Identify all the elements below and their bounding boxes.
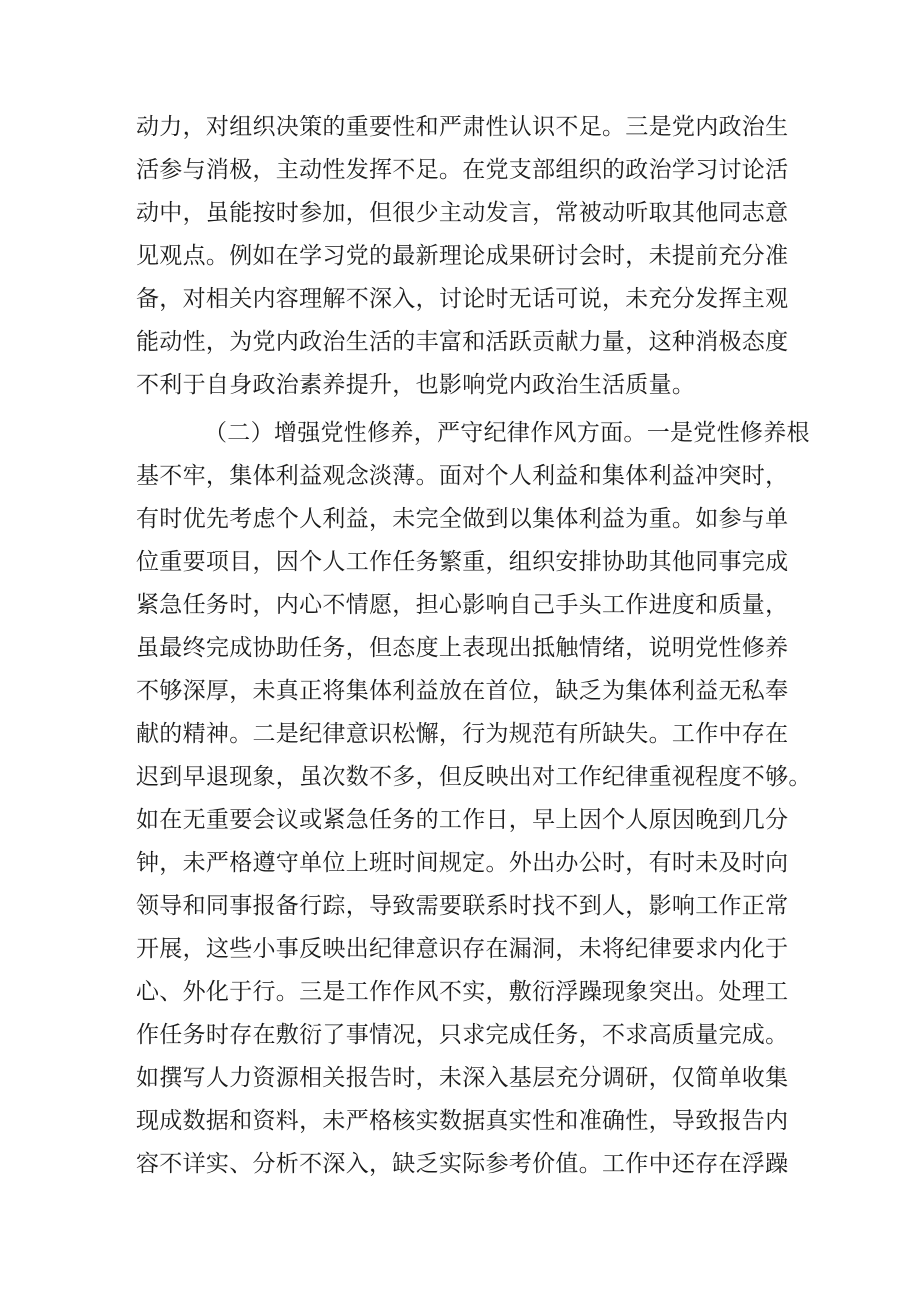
- text-line: 作任务时存在敷衍了事情况，只求完成任务，不求高质量完成。: [136, 1022, 789, 1048]
- text-line: 有时优先考虑个人利益，未完全做到以集体利益为重。如参与单: [136, 506, 789, 532]
- text-line: 如在无重要会议或紧急任务的工作日，早上因个人原因晚到几分: [136, 807, 789, 833]
- text-line: 钟，未严格遵守单位上班时间规定。外出办公时，有时未及时向: [136, 850, 789, 876]
- text-line: 迟到早退现象，虽次数不多，但反映出对工作纪律重视程度不够。: [136, 764, 812, 790]
- text-line: 动力，对组织决策的重要性和严肃性认识不足。三是党内政治生: [136, 114, 789, 140]
- text-line: 能动性，为党内政治生活的丰富和活跃贡献力量，这种消极态度: [136, 329, 789, 355]
- text-line: 现成数据和资料，未严格核实数据真实性和准确性，导致报告内: [136, 1108, 789, 1134]
- text-line: 献的精神。二是纪律意识松懈，行为规范有所缺失。工作中存在: [136, 721, 789, 747]
- section-heading-line: （二）增强党性修养，严守纪律作风方面。一是党性修养根: [204, 420, 810, 446]
- text-line: 开展，这些小事反映出纪律意识存在漏洞，未将纪律要求内化于: [136, 936, 789, 962]
- text-line: 动中，虽能按时参加，但很少主动发言，常被动听取其他同志意: [136, 200, 789, 226]
- text-line: 容不详实、分析不深入，缺乏实际参考价值。工作中还存在浮躁: [136, 1151, 789, 1177]
- text-line: 心、外化于行。三是工作作风不实，敷衍浮躁现象突出。处理工: [136, 979, 789, 1005]
- text-line: 位重要项目，因个人工作任务繁重，组织安排协助其他同事完成: [136, 549, 789, 575]
- text-line: 如撰写人力资源相关报告时，未深入基层充分调研，仅简单收集: [136, 1065, 789, 1091]
- text-line: 活参与消极，主动性发挥不足。在党支部组织的政治学习讨论活: [136, 157, 789, 183]
- text-line: 虽最终完成协助任务，但态度上表现出抵触情绪，说明党性修养: [136, 635, 789, 661]
- text-line: 不利于自身政治素养提升，也影响党内政治生活质量。: [136, 372, 696, 398]
- text-line: 备，对相关内容理解不深入，讨论时无话可说，未充分发挥主观: [136, 286, 789, 312]
- text-line: 领导和同事报备行踪，导致需要联系时找不到人，影响工作正常: [136, 893, 789, 919]
- text-line: 基不牢，集体利益观念淡薄。面对个人利益和集体利益冲突时，: [136, 463, 789, 489]
- text-line: 不够深厚，未真正将集体利益放在首位，缺乏为集体利益无私奉: [136, 678, 789, 704]
- text-line: 见观点。例如在学习党的最新理论成果研讨会时，未提前充分准: [136, 243, 789, 269]
- text-line: 紧急任务时，内心不情愿，担心影响自己手头工作进度和质量，: [136, 592, 789, 618]
